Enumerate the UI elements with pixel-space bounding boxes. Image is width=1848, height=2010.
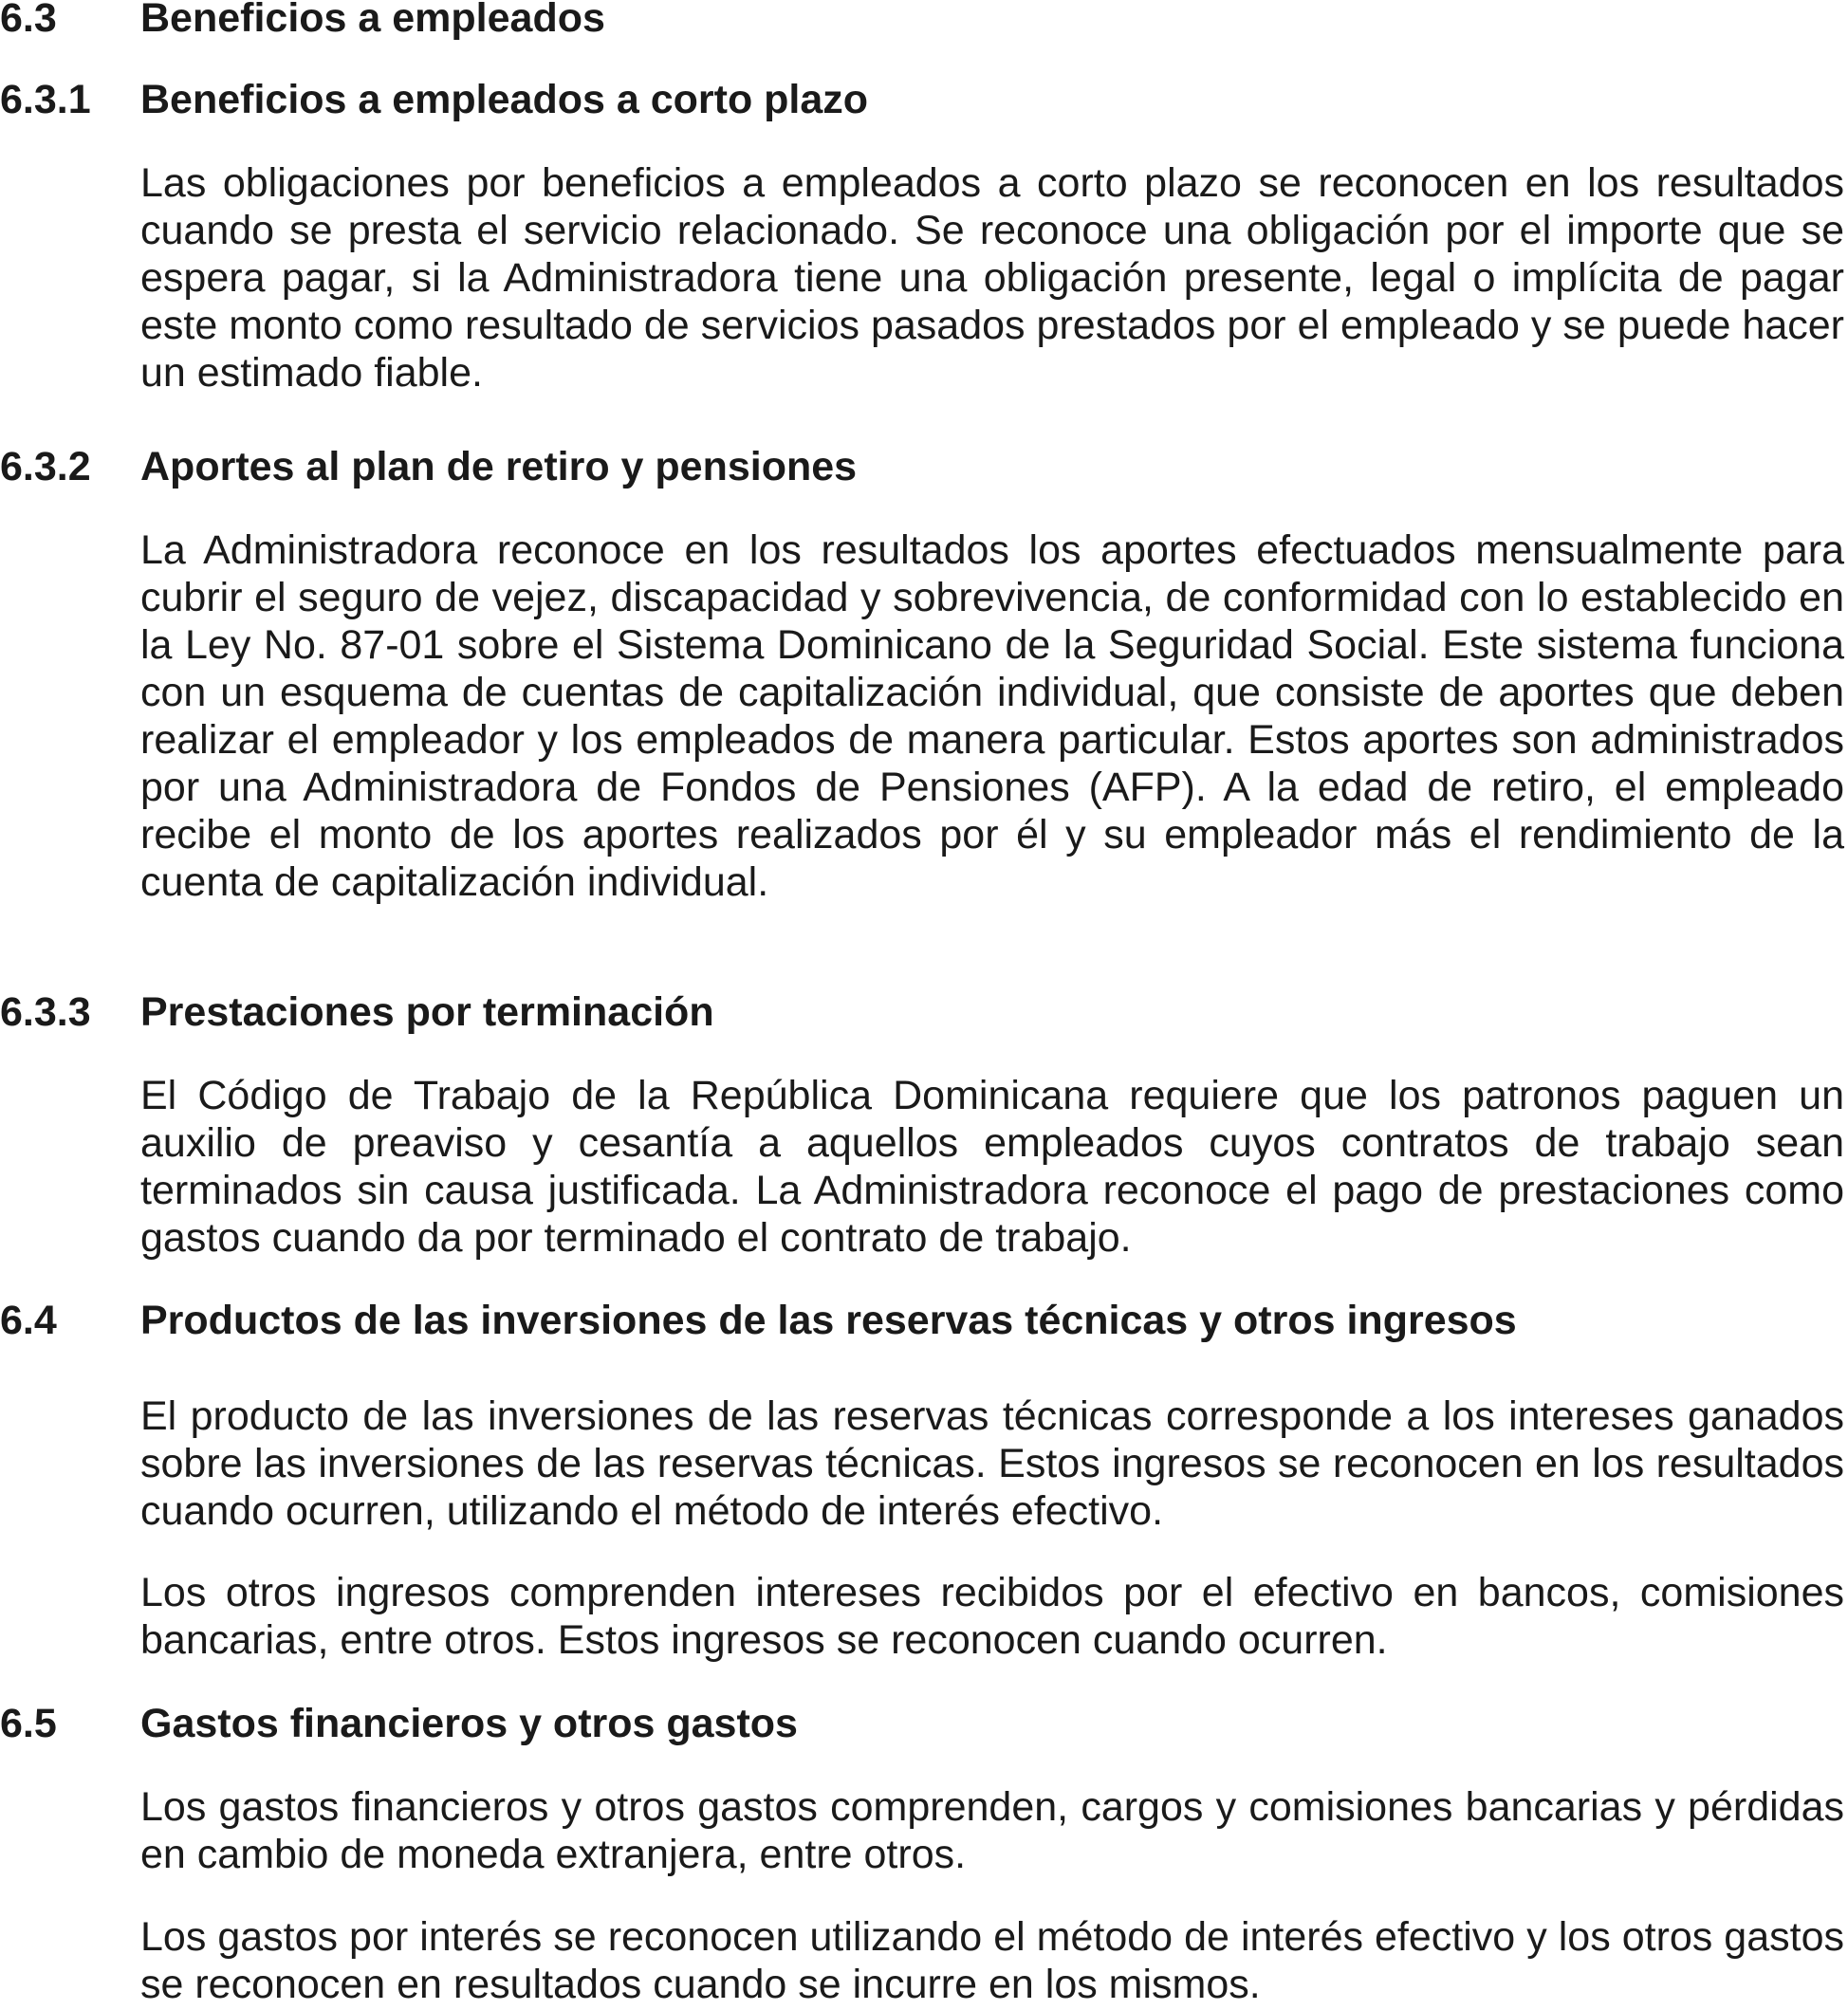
paragraph-6-5-b: Los gastos por interés se reconocen utilizando el método de interés efectivo y los otros gastos se reconocen en resultados cuando se incurre en los mismos. [140, 1914, 1844, 2007]
paragraph-6-5-a: Los gastos financieros y otros gastos comprenden, cargos y comisiones bancarias y pérdidas en cambio de moneda extranjera, entre otros. [140, 1784, 1844, 1877]
section-number: 6.5 [0, 1701, 57, 1746]
section-number: 6.4 [0, 1298, 57, 1343]
paragraph-6-4-a: El producto de las inversiones de las reservas técnicas corresponde a los intereses ganados sobre las inversiones de las reservas técnicas. Estos ingresos se reconocen en los resultados cuando ocurren, utilizando el método de interés efectivo. [140, 1393, 1844, 1534]
paragraph-6-3-2: La Administradora reconoce en los resultados los aportes efectuados mensualmente para cubrir el seguro de vejez, discapacidad y sobrevivencia, de conformidad con lo establecido en la Ley No. 87-01 sobre el Sistema Dominicano de la Seguridad Social. Este sistema funciona con un esquema de cuentas de capitalización individual, que consiste de aportes que deben realizar el empleador y los empleados de manera particular. Estos aportes son administrados por una Administradora de Fondos de Pensiones (AFP). A la edad de retiro, el empleado recibe el monto de los aportes realizados por él y su empleador más el rendimiento de la cuenta de capitalización individual. [140, 527, 1844, 905]
section-number: 6.3 [0, 0, 57, 41]
section-title: Gastos financieros y otros gastos [140, 1701, 798, 1746]
section-number: 6.3.2 [0, 444, 91, 489]
section-title: Productos de las inversiones de las reservas técnicas y otros ingresos [140, 1298, 1517, 1343]
section-number: 6.3.1 [0, 77, 91, 122]
paragraph-6-4-b: Los otros ingresos comprenden intereses recibidos por el efectivo en bancos, comisiones bancarias, entre otros. Estos ingresos se reconocen cuando ocurren. [140, 1570, 1844, 1663]
section-title: Beneficios a empleados a corto plazo [140, 77, 869, 122]
section-title: Prestaciones por terminación [140, 989, 714, 1035]
paragraph-6-3-3: El Código de Trabajo de la República Dominicana requiere que los patronos paguen un auxilio de preaviso y cesantía a aquellos empleados cuyos contratos de trabajo sean terminados sin causa justificada. La Administradora reconoce el pago de prestaciones como gastos cuando da por terminado el contrato de trabajo. [140, 1073, 1844, 1261]
paragraph-6-3-1: Las obligaciones por beneficios a empleados a corto plazo se reconocen en los resultados cuando se presta el servicio relacionado. Se reconoce una obligación por el importe que se espera pagar, si la Administradora tiene una obligación presente, legal o implícita de pagar este monto como resultado de servicios pasados prestados por el empleado y se puede hacer un estimado fiable. [140, 160, 1844, 396]
section-title: Beneficios a empleados [140, 0, 605, 41]
section-number: 6.3.3 [0, 989, 91, 1035]
section-title: Aportes al plan de retiro y pensiones [140, 444, 858, 489]
